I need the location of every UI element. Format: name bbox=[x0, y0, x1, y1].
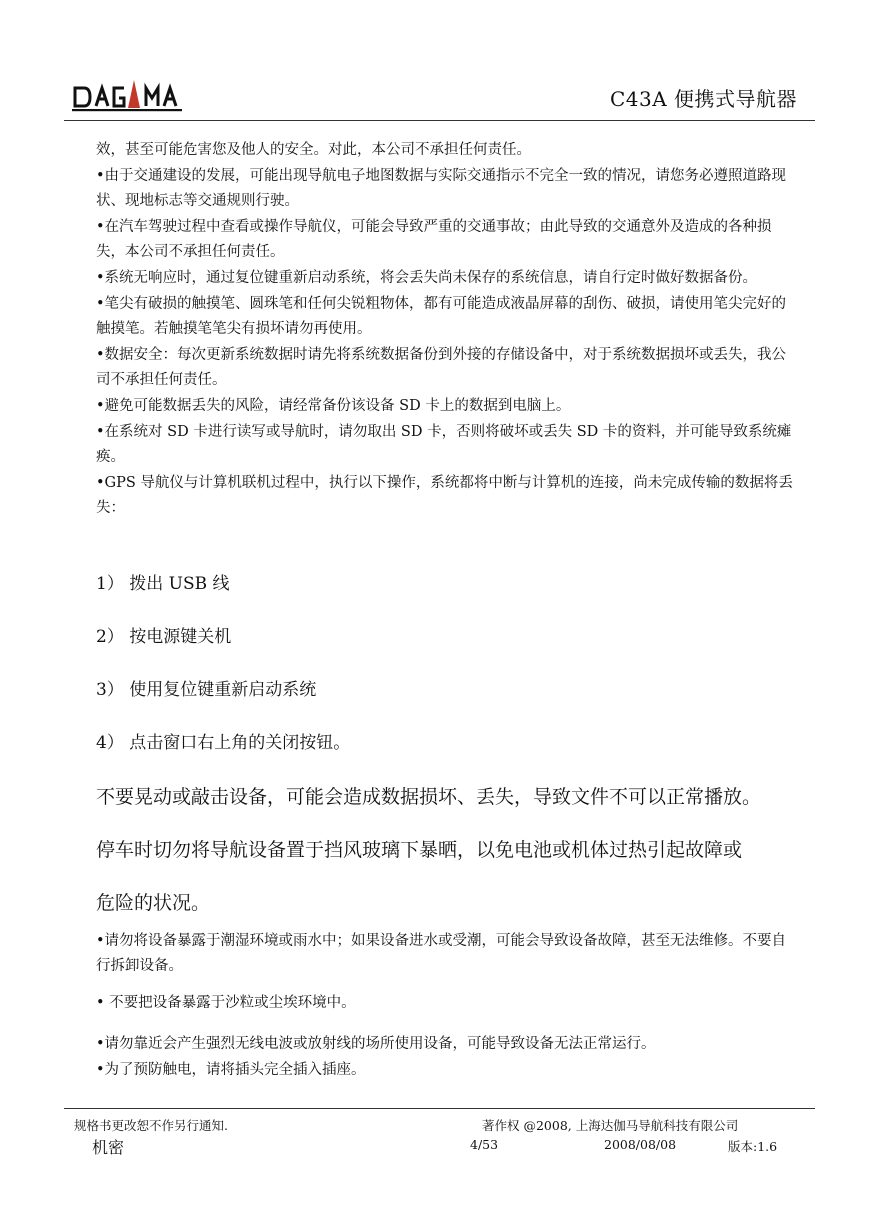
warning-line: 停车时切勿将导航设备置于挡风玻璃下暴晒，以免电池或机体过热引起故障或 bbox=[96, 839, 743, 861]
paragraph: •避免可能数据丢失的风险，请经常备份该设备 SD 卡上的数据到电脑上。 bbox=[96, 398, 571, 414]
warning-line: 不要晃动或敲击设备，可能会造成数据损坏、丢失，导致文件不可以正常播放。 bbox=[96, 786, 762, 808]
paragraph: 效，甚至可能危害您及他人的安全。对此，本公司不承担任何责任。 bbox=[96, 142, 531, 158]
step-item: 1） 拨出 USB 线 bbox=[96, 574, 230, 594]
paragraph: •在汽车驾驶过程中查看或操作导航仪，可能会导致严重的交通事故；由此导致的交通意外及造成的各种损失，本公司不承担任何责任。 bbox=[96, 219, 772, 260]
page-body bbox=[96, 138, 796, 1078]
bullet-item: •为了预防触电，请将插头完全插入插座。 bbox=[96, 1062, 366, 1078]
footer-confidential: 机密 bbox=[92, 1138, 125, 1157]
document-title: C43A 便携式导航器 bbox=[609, 87, 797, 111]
footer-page-number: 4/53 bbox=[470, 1137, 499, 1152]
paragraph: •GPS 导航仪与计算机联机过程中，执行以下操作，系统都将中断与计算机的连接，尚未完成传输的数据将丢失： bbox=[96, 475, 793, 516]
footer-divider bbox=[64, 1108, 815, 1109]
footer-notice: 规格书更改恕不作另行通知. bbox=[74, 1118, 228, 1133]
paragraph: •系统无响应时，通过复位键重新启动系统，将会丢失尚未保存的系统信息，请自行定时做好数据备份。 bbox=[96, 270, 758, 286]
paragraph: •在系统对 SD 卡进行读写或导航时，请勿取出 SD 卡，否则将破坏或丢失 SD 卡的资料，并可能导致系统瘫痪。 bbox=[96, 424, 792, 465]
bullet-item: •请勿将设备暴露于潮湿环境或雨水中；如果设备进水或受潮，可能会导致设备故障，甚至无法维修。不要自行拆卸设备。 bbox=[96, 933, 787, 974]
page-header bbox=[0, 0, 869, 125]
footer-version: 版本:1.6 bbox=[728, 1139, 778, 1154]
footer-copyright: 著作权 @2008, 上海达伽马导航科技有限公司 bbox=[482, 1118, 739, 1133]
warning-line: 危险的状况。 bbox=[96, 892, 211, 914]
bullet-item: •请勿靠近会产生强烈无线电波或放射线的场所使用设备，可能导致设备无法正常运行。 bbox=[96, 1036, 656, 1052]
step-item: 3） 使用复位键重新启动系统 bbox=[96, 680, 317, 700]
step-item: 4） 点击窗口右上角的关闭按钮。 bbox=[96, 733, 351, 753]
paragraph: •由于交通建设的发展，可能出现导航电子地图数据与实际交通指示不完全一致的情况，请您务必遵照道路现状、现地标志等交通规则行驶。 bbox=[96, 168, 787, 209]
header-divider bbox=[64, 120, 815, 121]
paragraph: •笔尖有破损的触摸笔、圆珠笔和任何尖锐粗物体，都有可能造成液晶屏幕的刮伤、破损，请使用笔尖完好的触摸笔。若触摸笔笔尖有损坏请勿再使用。 bbox=[96, 296, 787, 337]
bullet-item: • 不要把设备暴露于沙粒或尘埃环境中。 bbox=[96, 995, 356, 1011]
dagama-logo bbox=[72, 78, 182, 112]
paragraph: •数据安全：每次更新系统数据时请先将系统数据备份到外接的存储设备中，对于系统数据损坏或丢失，我公司不承担任何责任。 bbox=[96, 347, 787, 388]
footer-date: 2008/08/08 bbox=[604, 1137, 677, 1152]
step-item: 2） 按电源键关机 bbox=[96, 627, 232, 647]
